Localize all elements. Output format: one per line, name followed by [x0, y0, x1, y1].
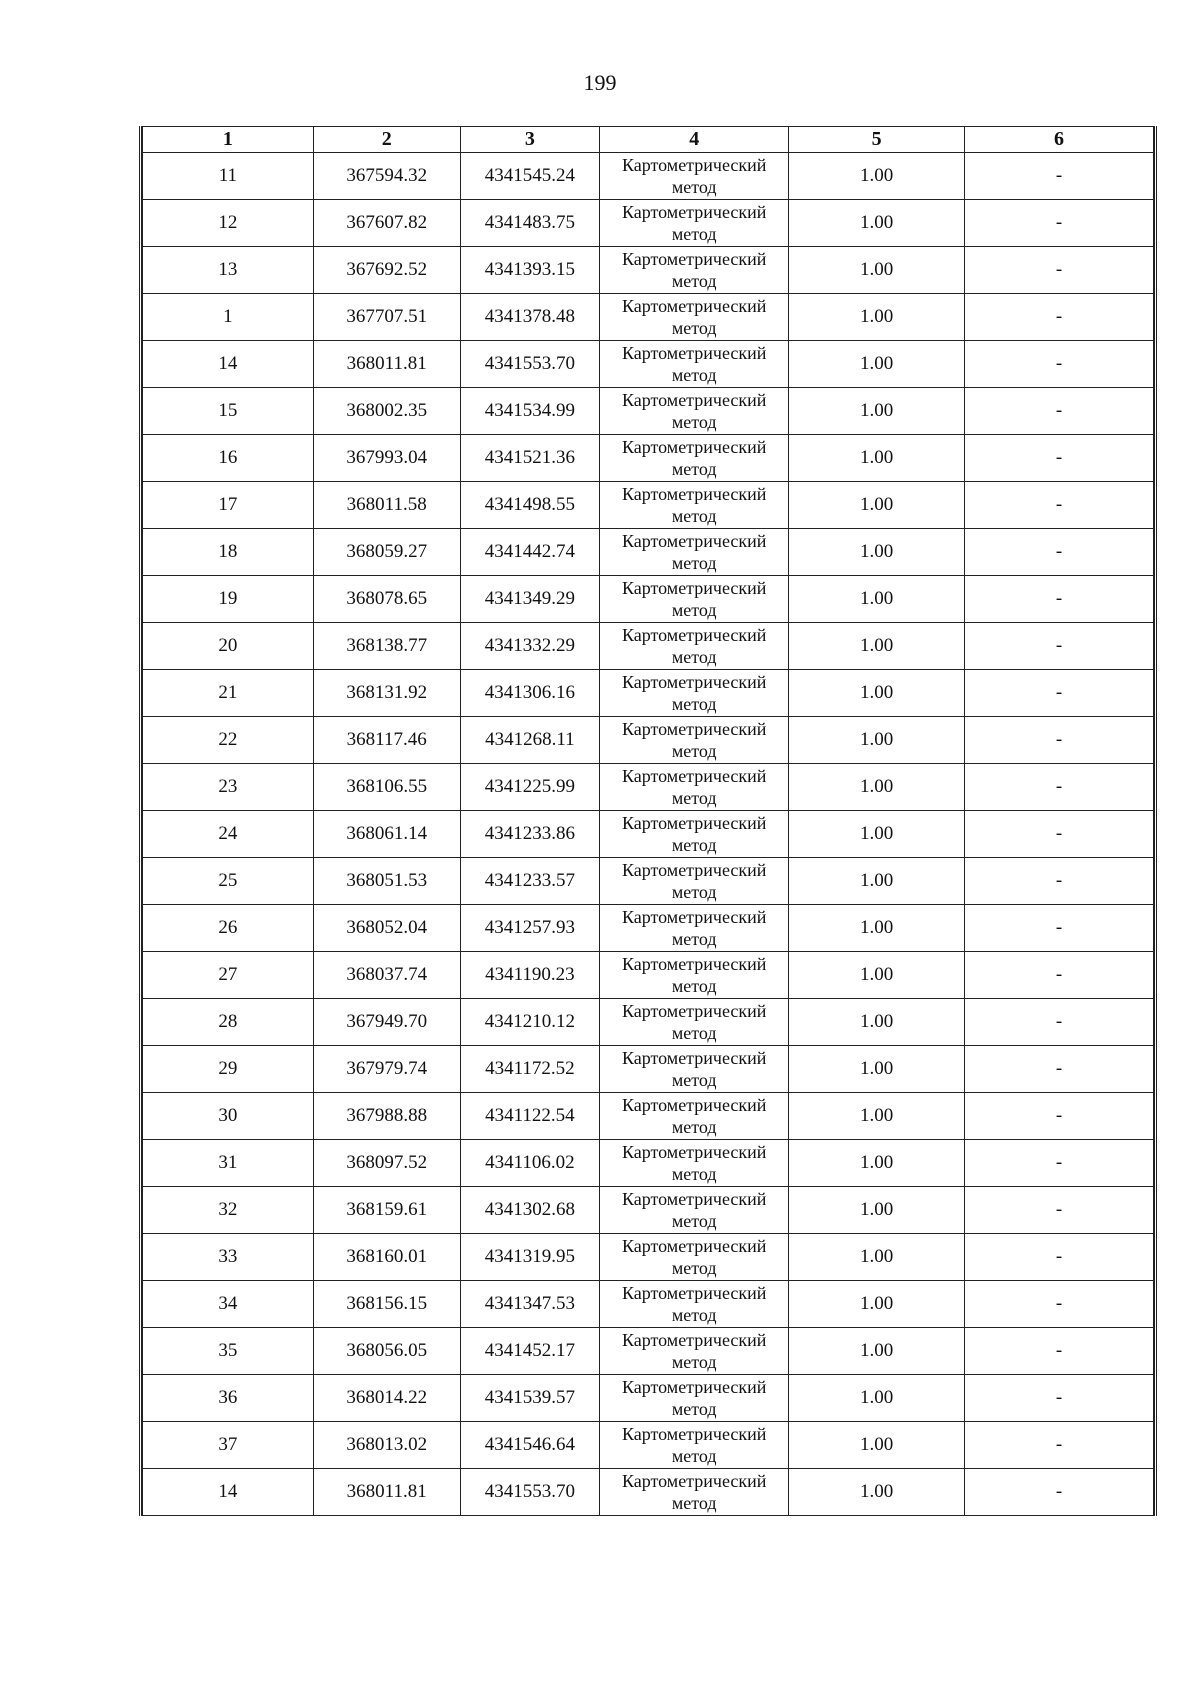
method-cell [600, 1140, 789, 1187]
method-line: метод [671, 1446, 717, 1466]
method-line: метод [671, 1164, 717, 1184]
note-cell: - [965, 576, 1154, 623]
y-coordinate-cell: 4341378.48 [460, 294, 600, 341]
note-cell: - [965, 247, 1154, 294]
table-row [143, 1375, 1154, 1422]
x-coordinate-cell: 368160.01 [313, 1234, 460, 1281]
point-number-cell: 28 [143, 999, 314, 1046]
point-number-cell: 21 [143, 670, 314, 717]
point-number-cell: 24 [143, 811, 314, 858]
table-row [143, 1281, 1154, 1328]
x-coordinate-cell: 368056.05 [313, 1328, 460, 1375]
x-coordinate-cell: 368097.52 [313, 1140, 460, 1187]
x-coordinate-cell: 368002.35 [313, 388, 460, 435]
note-cell: - [965, 717, 1154, 764]
accuracy-cell: 1.00 [789, 294, 965, 341]
table-row [143, 435, 1154, 482]
table-row [143, 623, 1154, 670]
point-number-cell: 14 [143, 341, 314, 388]
method-line: метод [671, 271, 717, 291]
method-line: Картометрический [622, 719, 767, 739]
note-cell: - [965, 1375, 1154, 1422]
method-line: Картометрический [622, 202, 767, 222]
table-row [143, 1234, 1154, 1281]
method-line: метод [671, 506, 717, 526]
method-cell [600, 482, 789, 529]
table-row [143, 905, 1154, 952]
note-cell: - [965, 999, 1154, 1046]
method-line: метод [671, 318, 717, 338]
point-number-cell: 37 [143, 1422, 314, 1469]
table-row [143, 153, 1154, 200]
accuracy-cell: 1.00 [789, 952, 965, 999]
table-row [143, 999, 1154, 1046]
point-number-cell: 23 [143, 764, 314, 811]
accuracy-cell: 1.00 [789, 1375, 965, 1422]
method-line: метод [671, 1258, 717, 1278]
method-line: Картометрический [622, 484, 767, 504]
method-cell [600, 764, 789, 811]
accuracy-cell: 1.00 [789, 1281, 965, 1328]
method-line: метод [671, 694, 717, 714]
note-cell: - [965, 1281, 1154, 1328]
point-number-cell: 14 [143, 1469, 314, 1516]
method-cell [600, 1046, 789, 1093]
table-row [143, 670, 1154, 717]
accuracy-cell: 1.00 [789, 1093, 965, 1140]
method-cell [600, 905, 789, 952]
note-cell: - [965, 1093, 1154, 1140]
table-row [143, 1093, 1154, 1140]
point-number-cell: 1 [143, 294, 314, 341]
y-coordinate-cell: 4341172.52 [460, 1046, 600, 1093]
column-header: 4 [600, 127, 789, 153]
y-coordinate-cell: 4341553.70 [460, 1469, 600, 1516]
y-coordinate-cell: 4341442.74 [460, 529, 600, 576]
accuracy-cell: 1.00 [789, 1422, 965, 1469]
y-coordinate-cell: 4341332.29 [460, 623, 600, 670]
y-coordinate-cell: 4341319.95 [460, 1234, 600, 1281]
method-cell [600, 623, 789, 670]
x-coordinate-cell: 368156.15 [313, 1281, 460, 1328]
point-number-cell: 36 [143, 1375, 314, 1422]
note-cell: - [965, 811, 1154, 858]
y-coordinate-cell: 4341545.24 [460, 153, 600, 200]
method-cell [600, 1234, 789, 1281]
method-line: Картометрический [622, 813, 767, 833]
method-cell [600, 952, 789, 999]
note-cell: - [965, 435, 1154, 482]
method-cell [600, 999, 789, 1046]
note-cell: - [965, 1469, 1154, 1516]
x-coordinate-cell: 367594.32 [313, 153, 460, 200]
point-number-cell: 16 [143, 435, 314, 482]
point-number-cell: 12 [143, 200, 314, 247]
x-coordinate-cell: 368052.04 [313, 905, 460, 952]
method-cell [600, 1093, 789, 1140]
note-cell: - [965, 1187, 1154, 1234]
method-line: Картометрический [622, 1142, 767, 1162]
method-line: Картометрический [622, 1377, 767, 1397]
y-coordinate-cell: 4341225.99 [460, 764, 600, 811]
point-number-cell: 29 [143, 1046, 314, 1093]
method-line: метод [671, 224, 717, 244]
x-coordinate-cell: 368037.74 [313, 952, 460, 999]
method-line: метод [671, 882, 717, 902]
accuracy-cell: 1.00 [789, 529, 965, 576]
note-cell: - [965, 482, 1154, 529]
table-row [143, 952, 1154, 999]
x-coordinate-cell: 368078.65 [313, 576, 460, 623]
point-number-cell: 18 [143, 529, 314, 576]
table-row [143, 764, 1154, 811]
method-line: Картометрический [622, 531, 767, 551]
accuracy-cell: 1.00 [789, 764, 965, 811]
method-line: Картометрический [622, 578, 767, 598]
accuracy-cell: 1.00 [789, 482, 965, 529]
x-coordinate-cell: 368011.81 [313, 1469, 460, 1516]
method-line: Картометрический [622, 672, 767, 692]
method-cell [600, 1375, 789, 1422]
table-row [143, 1140, 1154, 1187]
y-coordinate-cell: 4341498.55 [460, 482, 600, 529]
accuracy-cell: 1.00 [789, 247, 965, 294]
point-number-cell: 20 [143, 623, 314, 670]
accuracy-cell: 1.00 [789, 999, 965, 1046]
method-line: Картометрический [622, 1095, 767, 1115]
x-coordinate-cell: 368011.58 [313, 482, 460, 529]
method-cell [600, 1281, 789, 1328]
accuracy-cell: 1.00 [789, 811, 965, 858]
coordinates-table-container [139, 126, 1157, 1516]
table-row [143, 529, 1154, 576]
method-cell [600, 1422, 789, 1469]
method-cell [600, 388, 789, 435]
x-coordinate-cell: 367607.82 [313, 200, 460, 247]
table-row [143, 482, 1154, 529]
y-coordinate-cell: 4341257.93 [460, 905, 600, 952]
column-header: 3 [460, 127, 600, 153]
point-number-cell: 17 [143, 482, 314, 529]
x-coordinate-cell: 368138.77 [313, 623, 460, 670]
method-line: метод [671, 1070, 717, 1090]
y-coordinate-cell: 4341233.57 [460, 858, 600, 905]
table-row [143, 1046, 1154, 1093]
method-line: метод [671, 976, 717, 996]
point-number-cell: 15 [143, 388, 314, 435]
method-line: Картометрический [622, 1424, 767, 1444]
accuracy-cell: 1.00 [789, 623, 965, 670]
method-line: метод [671, 788, 717, 808]
method-line: Картометрический [622, 343, 767, 363]
method-line: метод [671, 741, 717, 761]
method-line: Картометрический [622, 1236, 767, 1256]
note-cell: - [965, 670, 1154, 717]
x-coordinate-cell: 367988.88 [313, 1093, 460, 1140]
point-number-cell: 30 [143, 1093, 314, 1140]
x-coordinate-cell: 368051.53 [313, 858, 460, 905]
point-number-cell: 32 [143, 1187, 314, 1234]
method-line: метод [671, 1211, 717, 1231]
table-header-row [143, 127, 1154, 153]
point-number-cell: 31 [143, 1140, 314, 1187]
note-cell: - [965, 294, 1154, 341]
y-coordinate-cell: 4341190.23 [460, 952, 600, 999]
table-row [143, 294, 1154, 341]
method-line: Картометрический [622, 249, 767, 269]
table-row [143, 858, 1154, 905]
method-cell [600, 717, 789, 764]
point-number-cell: 26 [143, 905, 314, 952]
note-cell: - [965, 1422, 1154, 1469]
table-row [143, 1422, 1154, 1469]
accuracy-cell: 1.00 [789, 717, 965, 764]
table-row [143, 341, 1154, 388]
table-body [143, 153, 1154, 1516]
method-cell [600, 1469, 789, 1516]
coordinates-table [142, 126, 1154, 1516]
x-coordinate-cell: 368159.61 [313, 1187, 460, 1234]
point-number-cell: 25 [143, 858, 314, 905]
y-coordinate-cell: 4341122.54 [460, 1093, 600, 1140]
y-coordinate-cell: 4341306.16 [460, 670, 600, 717]
method-line: метод [671, 1493, 717, 1513]
y-coordinate-cell: 4341521.36 [460, 435, 600, 482]
method-cell [600, 341, 789, 388]
note-cell: - [965, 1140, 1154, 1187]
y-coordinate-cell: 4341106.02 [460, 1140, 600, 1187]
method-line: метод [671, 412, 717, 432]
method-line: Картометрический [622, 155, 767, 175]
table-row [143, 247, 1154, 294]
point-number-cell: 33 [143, 1234, 314, 1281]
method-line: Картометрический [622, 907, 767, 927]
method-cell [600, 435, 789, 482]
table-row [143, 717, 1154, 764]
page-number: 199 [583, 70, 617, 95]
method-cell [600, 247, 789, 294]
accuracy-cell: 1.00 [789, 200, 965, 247]
accuracy-cell: 1.00 [789, 858, 965, 905]
method-line: Картометрический [622, 625, 767, 645]
accuracy-cell: 1.00 [789, 670, 965, 717]
note-cell: - [965, 952, 1154, 999]
y-coordinate-cell: 4341534.99 [460, 388, 600, 435]
accuracy-cell: 1.00 [789, 576, 965, 623]
method-line: метод [671, 1399, 717, 1419]
x-coordinate-cell: 368014.22 [313, 1375, 460, 1422]
y-coordinate-cell: 4341546.64 [460, 1422, 600, 1469]
method-line: Картометрический [622, 296, 767, 316]
method-cell [600, 1187, 789, 1234]
note-cell: - [965, 529, 1154, 576]
method-line: метод [671, 929, 717, 949]
y-coordinate-cell: 4341393.15 [460, 247, 600, 294]
column-header: 1 [143, 127, 314, 153]
method-line: Картометрический [622, 1189, 767, 1209]
table-row [143, 1187, 1154, 1234]
method-line: метод [671, 365, 717, 385]
note-cell: - [965, 153, 1154, 200]
point-number-cell: 11 [143, 153, 314, 200]
x-coordinate-cell: 368061.14 [313, 811, 460, 858]
table-row [143, 576, 1154, 623]
method-line: Картометрический [622, 1471, 767, 1491]
x-coordinate-cell: 368131.92 [313, 670, 460, 717]
method-cell [600, 153, 789, 200]
y-coordinate-cell: 4341233.86 [460, 811, 600, 858]
note-cell: - [965, 1234, 1154, 1281]
point-number-cell: 13 [143, 247, 314, 294]
note-cell: - [965, 388, 1154, 435]
method-cell [600, 811, 789, 858]
point-number-cell: 22 [143, 717, 314, 764]
x-coordinate-cell: 368013.02 [313, 1422, 460, 1469]
accuracy-cell: 1.00 [789, 1328, 965, 1375]
accuracy-cell: 1.00 [789, 905, 965, 952]
method-line: Картометрический [622, 954, 767, 974]
x-coordinate-cell: 367993.04 [313, 435, 460, 482]
y-coordinate-cell: 4341539.57 [460, 1375, 600, 1422]
column-header: 2 [313, 127, 460, 153]
method-line: Картометрический [622, 860, 767, 880]
y-coordinate-cell: 4341210.12 [460, 999, 600, 1046]
column-header: 6 [965, 127, 1154, 153]
accuracy-cell: 1.00 [789, 1046, 965, 1093]
method-line: Картометрический [622, 1283, 767, 1303]
y-coordinate-cell: 4341347.53 [460, 1281, 600, 1328]
point-number-cell: 34 [143, 1281, 314, 1328]
x-coordinate-cell: 367949.70 [313, 999, 460, 1046]
method-line: метод [671, 1117, 717, 1137]
x-coordinate-cell: 367692.52 [313, 247, 460, 294]
table-row [143, 811, 1154, 858]
table-row [143, 1469, 1154, 1516]
method-line: метод [671, 177, 717, 197]
note-cell: - [965, 905, 1154, 952]
accuracy-cell: 1.00 [789, 1469, 965, 1516]
method-cell [600, 529, 789, 576]
method-line: Картометрический [622, 437, 767, 457]
method-line: метод [671, 1352, 717, 1372]
method-cell [600, 858, 789, 905]
accuracy-cell: 1.00 [789, 1234, 965, 1281]
method-line: Картометрический [622, 766, 767, 786]
y-coordinate-cell: 4341452.17 [460, 1328, 600, 1375]
method-cell [600, 1328, 789, 1375]
method-line: Картометрический [622, 390, 767, 410]
table-row [143, 1328, 1154, 1375]
x-coordinate-cell: 367707.51 [313, 294, 460, 341]
x-coordinate-cell: 368106.55 [313, 764, 460, 811]
method-cell [600, 200, 789, 247]
accuracy-cell: 1.00 [789, 1187, 965, 1234]
note-cell: - [965, 200, 1154, 247]
column-header: 5 [789, 127, 965, 153]
point-number-cell: 19 [143, 576, 314, 623]
y-coordinate-cell: 4341268.11 [460, 717, 600, 764]
method-line: метод [671, 647, 717, 667]
x-coordinate-cell: 367979.74 [313, 1046, 460, 1093]
method-line: Картометрический [622, 1048, 767, 1068]
method-cell [600, 670, 789, 717]
method-line: Картометрический [622, 1330, 767, 1350]
method-cell [600, 576, 789, 623]
note-cell: - [965, 341, 1154, 388]
method-line: метод [671, 600, 717, 620]
note-cell: - [965, 1046, 1154, 1093]
accuracy-cell: 1.00 [789, 153, 965, 200]
note-cell: - [965, 764, 1154, 811]
y-coordinate-cell: 4341349.29 [460, 576, 600, 623]
accuracy-cell: 1.00 [789, 435, 965, 482]
method-line: Картометрический [622, 1001, 767, 1021]
accuracy-cell: 1.00 [789, 1140, 965, 1187]
method-line: метод [671, 1305, 717, 1325]
accuracy-cell: 1.00 [789, 341, 965, 388]
table-row [143, 200, 1154, 247]
method-line: метод [671, 553, 717, 573]
method-line: метод [671, 1023, 717, 1043]
point-number-cell: 35 [143, 1328, 314, 1375]
y-coordinate-cell: 4341553.70 [460, 341, 600, 388]
x-coordinate-cell: 368059.27 [313, 529, 460, 576]
note-cell: - [965, 623, 1154, 670]
method-line: метод [671, 835, 717, 855]
accuracy-cell: 1.00 [789, 388, 965, 435]
note-cell: - [965, 1328, 1154, 1375]
table-row [143, 388, 1154, 435]
y-coordinate-cell: 4341483.75 [460, 200, 600, 247]
x-coordinate-cell: 368011.81 [313, 341, 460, 388]
note-cell: - [965, 858, 1154, 905]
point-number-cell: 27 [143, 952, 314, 999]
method-cell [600, 294, 789, 341]
x-coordinate-cell: 368117.46 [313, 717, 460, 764]
method-line: метод [671, 459, 717, 479]
y-coordinate-cell: 4341302.68 [460, 1187, 600, 1234]
